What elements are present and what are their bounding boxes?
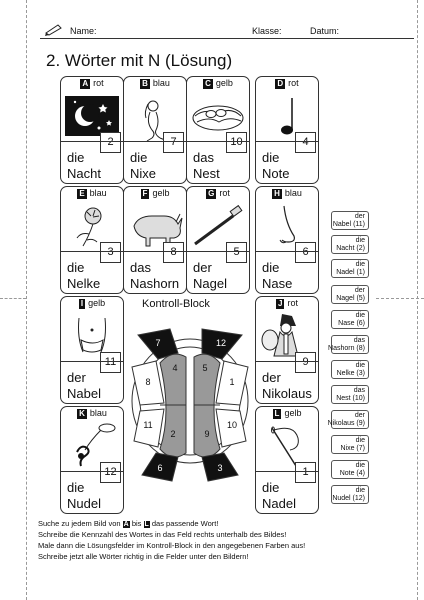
card-tag: J rot xyxy=(278,298,298,308)
card-noun: Nadel xyxy=(262,496,296,511)
word-card-c xyxy=(186,76,250,184)
card-tag: H blau xyxy=(274,188,302,198)
kb-num: 6 xyxy=(157,463,163,473)
kb-num: 7 xyxy=(155,338,161,348)
kb-num: 11 xyxy=(143,420,153,430)
card-article: der xyxy=(67,370,86,385)
kb-num: 1 xyxy=(229,377,235,387)
card-separator xyxy=(61,141,123,142)
card-number-box[interactable]: 2 xyxy=(100,132,121,153)
card-noun: Nagel xyxy=(193,276,227,291)
card-tag: L gelb xyxy=(274,408,302,418)
header-line xyxy=(40,38,414,39)
card-noun: Note xyxy=(262,166,290,181)
card-tag: F gelb xyxy=(142,188,170,198)
card-noun: Nacht xyxy=(67,166,101,181)
card-number-box[interactable]: 5 xyxy=(226,242,247,263)
card-number-box[interactable]: 9 xyxy=(295,352,316,373)
card-article: die xyxy=(262,480,280,495)
card-tag: D rot xyxy=(277,78,299,88)
card-noun: Nabel xyxy=(67,386,101,401)
card-noun: Nudel xyxy=(67,496,101,511)
answer-strip: die Nase (6) xyxy=(331,310,369,329)
kontroll-block xyxy=(120,313,260,488)
card-tag: A rot xyxy=(82,78,104,88)
card-number-box[interactable]: 1 xyxy=(295,462,316,483)
card-separator xyxy=(61,471,123,472)
card-number-box[interactable]: 11 xyxy=(100,352,121,373)
card-tag: G rot xyxy=(208,188,230,198)
word-card-k xyxy=(60,406,124,514)
instruction-line-2: Schreibe die Kennzahl des Wortes in das Feld rechts unterhalb des Bildes! xyxy=(38,530,287,539)
word-card-f xyxy=(123,186,187,294)
word-card-a xyxy=(60,76,124,184)
kb-num: 9 xyxy=(204,429,210,439)
card-number-box[interactable]: 7 xyxy=(163,132,184,153)
word-card-b xyxy=(123,76,187,184)
word-card-g xyxy=(186,186,250,294)
card-number-box[interactable]: 6 xyxy=(295,242,316,263)
card-number-box[interactable]: 12 xyxy=(100,462,121,483)
card-article: die xyxy=(67,260,85,275)
class-label: Klasse: xyxy=(252,26,282,36)
word-card-d xyxy=(255,76,319,184)
card-tag: B blau xyxy=(142,78,170,88)
name-label: Name: xyxy=(70,26,97,36)
card-article: das xyxy=(193,150,214,165)
kb-num: 8 xyxy=(145,377,151,387)
kontroll-block-title: Kontroll-Block xyxy=(142,298,210,310)
card-number-box[interactable]: 4 xyxy=(295,132,316,153)
answer-strip: die Nelke (3) xyxy=(331,360,369,379)
card-tag: C gelb xyxy=(205,78,233,88)
card-article: die xyxy=(262,150,280,165)
answer-strip: die Nixe (7) xyxy=(331,435,369,454)
word-card-l xyxy=(255,406,319,514)
card-noun: Nashorn xyxy=(130,276,180,291)
card-tag: K blau xyxy=(79,408,107,418)
word-card-j xyxy=(255,296,319,404)
page-title: 2. Wörter mit N (Lösung) xyxy=(46,51,233,70)
card-tag: E blau xyxy=(79,188,107,198)
card-article: der xyxy=(262,370,281,385)
kb-num: 10 xyxy=(226,420,238,430)
hole-mark-right xyxy=(376,298,424,299)
kb-num: 12 xyxy=(215,338,227,348)
card-separator xyxy=(256,251,318,252)
cut-line-right xyxy=(417,0,418,600)
card-separator xyxy=(256,141,318,142)
card-separator xyxy=(187,141,249,142)
hole-mark-left xyxy=(0,298,26,299)
answer-strip: die Nudel (12) xyxy=(331,485,369,504)
word-card-i xyxy=(60,296,124,404)
instruction-line-3: Male dann die Lösungsfelder im Kontroll-Block in den angegebenen Farben aus! xyxy=(38,541,306,550)
kb-num: 4 xyxy=(172,363,178,373)
card-separator xyxy=(124,251,186,252)
date-label: Datum: xyxy=(310,26,340,36)
answer-strip: das Nest (10) xyxy=(331,385,369,404)
card-noun: Nikolaus xyxy=(262,386,312,401)
answer-strip: der Nikolaus (9) xyxy=(331,410,369,429)
card-article: die xyxy=(67,480,85,495)
card-number-box[interactable]: 3 xyxy=(100,242,121,263)
card-article: die xyxy=(262,260,280,275)
word-card-h xyxy=(255,186,319,294)
card-article: die xyxy=(130,150,148,165)
card-separator xyxy=(61,251,123,252)
card-separator xyxy=(61,361,123,362)
card-tag: I gelb xyxy=(80,298,106,308)
card-separator xyxy=(256,471,318,472)
answer-strip: die Nadel (1) xyxy=(331,259,369,278)
card-number-box[interactable]: 10 xyxy=(226,132,247,153)
word-card-e xyxy=(60,186,124,294)
pencil-icon xyxy=(44,22,64,36)
kb-num: 5 xyxy=(202,363,208,373)
answer-strip: der Nagel (5) xyxy=(331,285,369,304)
answer-strip: die Nacht (2) xyxy=(331,235,369,254)
card-separator xyxy=(124,141,186,142)
cut-line-left xyxy=(26,0,27,600)
kb-num: 3 xyxy=(217,463,223,473)
answer-strip: der Nabel (11) xyxy=(331,211,369,230)
card-number-box[interactable]: 8 xyxy=(163,242,184,263)
card-separator xyxy=(187,251,249,252)
instruction-line-4: Schreibe jetzt alle Wörter richtig in die Felder unter den Bildern! xyxy=(38,552,249,561)
card-article: das xyxy=(130,260,151,275)
card-noun: Nelke xyxy=(67,276,101,291)
card-article: die xyxy=(67,150,85,165)
instruction-line-1: Suche zu jedem Bild von A bis L das passende Wort! xyxy=(38,519,219,528)
card-noun: Nest xyxy=(193,166,220,181)
kb-num: 2 xyxy=(170,429,176,439)
answer-strip: das Nashorn (8) xyxy=(331,335,369,354)
answer-strip: die Note (4) xyxy=(331,460,369,479)
card-separator xyxy=(256,361,318,362)
card-noun: Nixe xyxy=(130,166,157,181)
card-article: der xyxy=(193,260,212,275)
card-noun: Nase xyxy=(262,276,293,291)
